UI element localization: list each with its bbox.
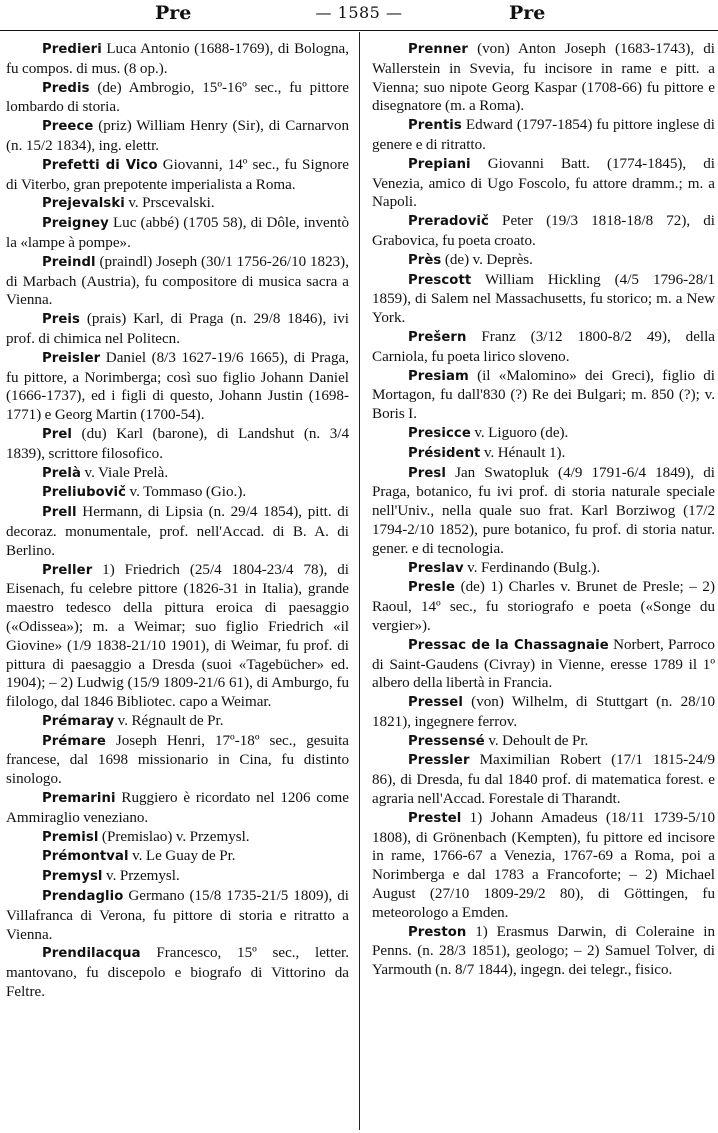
entry-headword: Premysl: [42, 869, 103, 885]
entry-text: (von) Wilhelm, di Stuttgart (n. 28/10 1821), ingegnere ferrov.: [372, 694, 715, 730]
dictionary-entry: [372, 751, 715, 808]
entry-text: v. Viale Prelà.: [81, 464, 169, 481]
dictionary-entry: [372, 923, 715, 980]
dictionary-entry: [372, 424, 715, 444]
dictionary-entry: [6, 40, 349, 79]
entry-headword: Predieri: [42, 42, 102, 57]
entry-text: v. Régnault de Pr.: [114, 712, 224, 729]
entry-headword: Presl: [408, 465, 446, 481]
entry-text: (du) Karl (barone), di Landshut (n. 3/4 1839), scrittore filosofico.: [6, 425, 349, 462]
entry-headword: Prentis: [408, 118, 462, 134]
entry-text: Hermann, di Lipsia (n. 29/4 1854), pitt. di decoraz. monumentale, prof. nell'Accad. di B. A. di Berlino.: [6, 504, 349, 559]
dictionary-entry: [372, 559, 715, 579]
entry-text: Norbert, Parroco di Saint-Gaudens (Civray) in Vienne, eresse 1789 il 1º albero della libertà in Francia.: [372, 636, 715, 692]
entry-headword: Preindl: [42, 254, 96, 270]
entry-text: Ruggiero è ricordato nel 1206 come Ammiraglio veneziano.: [6, 790, 349, 826]
entry-headword: Pressac de la Chassagnaie: [408, 637, 609, 653]
entry-text: Peter (19/3 1818-18/8 72), di Grabovica, fu poeta croato.: [372, 213, 715, 249]
entry-text: Francesco, 15º sec., letter. mantovano, fu discepolo e biografo di Vittorino da Feltre.: [6, 945, 349, 1001]
entry-headword: Président: [408, 445, 481, 461]
dictionary-entry: [6, 503, 349, 560]
dictionary-entry: [6, 79, 349, 118]
entry-headword: Prelà: [42, 465, 82, 481]
entry-text: Maximilian Robert (17/1 1815-24/9 86), di Dresda, fu dal 1840 prof. di matematica forest. e agraria nell'Accad. Forestale di Tharandt.: [372, 752, 715, 808]
dictionary-entry: [6, 464, 349, 484]
entry-headword: Preis: [42, 312, 80, 328]
dictionary-entry: [372, 464, 715, 559]
entry-text: v. Prscevalski.: [124, 195, 215, 212]
entry-text: Luc (abbé) (1705 58), di Dôle, inventò la «lampe à pompe».: [6, 215, 349, 251]
dictionary-entry: [6, 117, 349, 156]
header-right-word: Pre: [509, 2, 546, 24]
dictionary-entry: [372, 328, 715, 367]
entry-text: William Hickling (4/5 1796-28/1 1859), di Salem nel Massachusetts, fu storico; m. a New York.: [372, 271, 715, 327]
entry-headword: Predis: [42, 80, 90, 96]
entry-headword: Prefetti di Vico: [42, 157, 158, 173]
left-column: [6, 40, 349, 1002]
dictionary-entry: [6, 944, 349, 1001]
entry-headword: Prenner: [408, 42, 469, 57]
dictionary-entry: [6, 483, 349, 503]
entry-headword: Prémaray: [42, 713, 115, 729]
dictionary-entry: [6, 828, 349, 848]
entry-headword: Preece: [42, 119, 94, 135]
entry-headword: Preradovič: [408, 214, 489, 230]
entry-text: (prais) Karl, di Praga (n. 29/8 1846), ivi prof. di chimica nel Politecn.: [6, 311, 349, 347]
dictionary-entry: [372, 212, 715, 251]
entry-text: v. Hénault 1).: [480, 444, 566, 461]
dictionary-entry: [6, 349, 349, 425]
entry-text: Germano (15/8 1735-21/5 1809), di Villafranca di Verona, fu pittore di storia e ritratto a Vienna.: [6, 888, 349, 943]
entry-headword: Presle: [408, 580, 456, 596]
entry-text: 1) Johann Amadeus (18/11 1739-5/10 1808), di Grönenbach (Kempten), fu pittore ed incisore in rame, 1766-67 a Venezia, 1767-69 a Roma, poi a Norimberga e dal 1783 a Francoforte; – 2) Michael August (27/10 1809-29/2 80), di Göttingen, fu meteorologo a Emden.: [372, 809, 715, 921]
entry-text: v. Liguoro (de).: [470, 424, 569, 441]
entry-text: Giovanni, 14º sec., fu Signore di Viterbo, gran prepotente imperialista a Roma.: [6, 156, 350, 193]
entry-text: (von) Anton Joseph (1683-1743), di Wallerstein in Svevia, fu incisore in rame e pitt. a Vienna; suo nipote Georg Kaspar (1708-66) fu pittore e disegnatore (m. a Roma).: [372, 41, 715, 115]
entry-headword: Prejevalski: [42, 196, 125, 212]
dictionary-entry: [6, 867, 349, 887]
dictionary-entry: [6, 214, 349, 253]
entry-headword: Prendaglio: [42, 889, 124, 905]
entry-headword: Presicce: [408, 425, 471, 441]
entry-headword: Prendilacqua: [42, 946, 141, 962]
dictionary-entry: [6, 561, 349, 712]
entry-headword: Premarini: [42, 791, 116, 807]
entry-text: Giovanni Batt. (1774-1845), di Venezia, amico di Ugo Foscolo, fu attore dramm.; m. a Napoli.: [372, 155, 715, 211]
dictionary-entry: [6, 310, 349, 349]
entry-text: (de) Ambrogio, 15º-16º sec., fu pittore lombardo di storia.: [6, 79, 349, 116]
dictionary-entry: [6, 425, 349, 464]
dictionary-entry: [6, 789, 349, 828]
dictionary-entry: [372, 251, 715, 271]
entry-headword: Premisl: [42, 829, 99, 845]
entry-text: v. Dehoult de Pr.: [484, 732, 589, 749]
entry-headword: Preslav: [408, 560, 464, 576]
entry-text: (de) 1) Charles v. Brunet de Presle; – 2) Raoul, 14º sec., fu storiografo e poeta («Songe du vergier»).: [372, 579, 715, 634]
dictionary-entry: [6, 253, 349, 310]
header-left-word: Pre: [155, 2, 192, 24]
entry-text: v. Le Guay de Pr.: [128, 848, 236, 865]
entry-headword: Preller: [42, 562, 93, 578]
entry-headword: Pressler: [408, 753, 470, 769]
entry-headword: Prell: [42, 505, 77, 521]
entry-headword: Presiam: [408, 368, 469, 384]
entry-headword: Près: [408, 252, 442, 268]
dictionary-entry: [372, 155, 715, 212]
entry-headword: Preston: [408, 924, 467, 940]
entry-text: Edward (1797-1854) fu pittore inglese di genere e di ritratto.: [372, 117, 715, 153]
entry-headword: Prémare: [42, 733, 106, 749]
entry-headword: Prel: [42, 426, 73, 442]
entry-text: 1) Erasmus Darwin, di Coleraine in Penns. (n. 28/3 1851), geologo; – 2) Samuel Tolver, di Yarmouth (n. 8/7 1844), ingegn. dei telegr., fisico.: [372, 923, 715, 979]
entry-text: Luca Antonio (1688-1769), di Bologna, fu compos. di mus. (8 op.).: [6, 41, 349, 77]
entry-headword: Pressensé: [408, 733, 485, 749]
entry-headword: Prescott: [408, 272, 472, 288]
entry-headword: Prestel: [408, 810, 462, 826]
entry-headword: Pressel: [408, 695, 463, 711]
dictionary-entry: [6, 847, 349, 867]
entry-headword: Prémontval: [42, 849, 129, 865]
dictionary-entry: [372, 271, 715, 328]
entry-text: Daniel (8/3 1627-19/6 1665), di Praga, fu pittore, a Norimberga; così suo figlio Johann Daniel (1666-1737), ed i figli di questo, Johann Justin (1698-1771) e Georg Martin (1700-54).: [6, 349, 349, 424]
page-number: — 1585 —: [315, 3, 403, 22]
entry-text: v. Ferdinando (Bulg.).: [463, 559, 601, 576]
entry-text: (priz) William Henry (Sir), di Carnarvon (n. 15/2 1834), ing. elettr.: [6, 118, 349, 154]
entry-text: (Premislao) v. Przemysl.: [98, 828, 250, 845]
dictionary-entry: [372, 636, 715, 693]
entry-text: 1) Friedrich (25/4 1804-23/4 78), di Eisenach, fu celebre pittore (1826-31 in Italia), grande maestro tedesco della pittura eroica di paesaggio («Odissea»); m. a Weimar; suo figlio Friedrich «il Giovine» (1/9 1838-21/10 1901), di Weimar, fu prof. di pittura di paesaggio a Dresda (suoi «Tagebücher» ed. 1904); – 2) Ludwig (15/9 1809-21/6 61), di Amburgo, fu filologo, dal 1846 Bibliotec. capo a Weimar.: [6, 561, 349, 711]
page-header: [0, 0, 718, 31]
dictionary-entry: [372, 578, 715, 635]
dictionary-entry: [6, 194, 349, 214]
dictionary-entry: [6, 732, 349, 789]
dictionary-entry: [372, 809, 715, 923]
entry-text: v. Tommaso (Gio.).: [126, 484, 247, 501]
entry-headword: Prešern: [408, 329, 467, 345]
entry-headword: Prepiani: [408, 156, 471, 172]
dictionary-entry: [372, 116, 715, 155]
dictionary-entry: [6, 156, 349, 195]
entry-headword: Preisler: [42, 350, 101, 366]
dictionary-entry: [372, 693, 715, 732]
entry-text: (praindl) Joseph (30/1 1756-26/10 1823), di Marbach (Austria), fu compositore di musica sacra a Vienna.: [6, 253, 349, 309]
dictionary-entry: [372, 732, 715, 752]
dictionary-entry: [372, 40, 715, 116]
entry-text: (de) v. Deprès.: [441, 251, 533, 268]
entry-headword: Preliubovič: [42, 485, 127, 501]
dictionary-entry: [372, 444, 715, 464]
entry-headword: Preigney: [42, 216, 109, 232]
dictionary-entry: [372, 367, 715, 424]
column-divider: [359, 32, 360, 1130]
right-column: [372, 40, 715, 980]
dictionary-entry: [6, 712, 349, 732]
dictionary-entry: [6, 887, 349, 944]
entry-text: (il «Malomino» dei Greci), figlio di Mortagon, fu dall'830 (?) Re dei Bulgari; m. 850 (?); v. Boris I.: [372, 367, 715, 423]
entry-text: v. Przemysl.: [102, 868, 180, 885]
entry-text: Joseph Henri, 17º-18º sec., gesuita francese, dal 1698 missionario in Cina, fu distinto sinologo.: [6, 732, 349, 788]
entry-text: Jan Swatopluk (4/9 1791-6/4 1849), di Praga, botanico, fu ivi prof. di storia naturale speciale nell'Univ., nella quale suo frat. Karl Borziwog (17/2 1794-2/10 1852), pure botanico, fu prof. di storia natur. gener. e di tecnologia.: [372, 464, 715, 557]
entry-text: Franz (3/12 1800-8/2 49), della Carniola, fu poeta lirico sloveno.: [372, 328, 715, 365]
